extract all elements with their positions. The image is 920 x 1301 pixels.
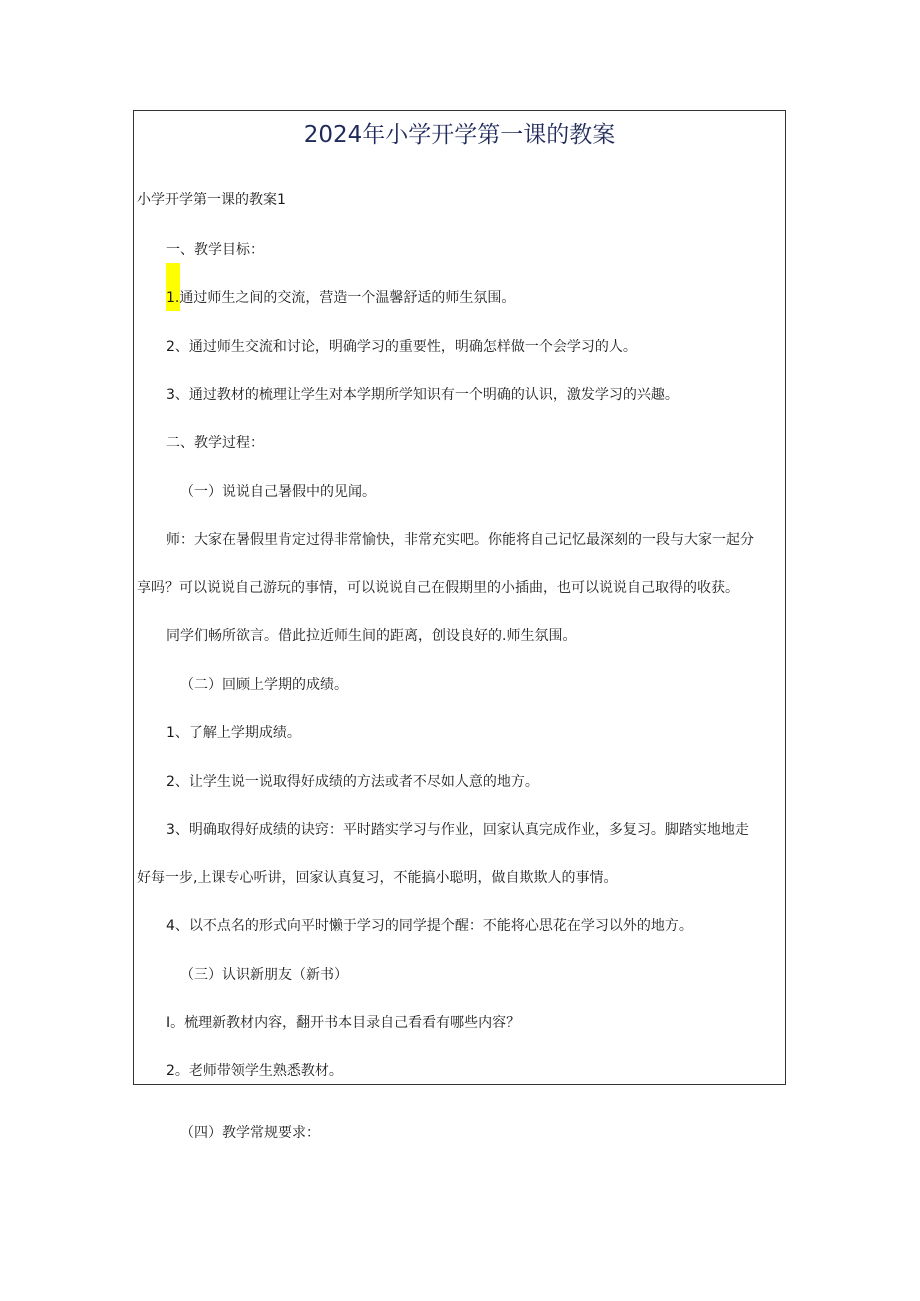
paragraph-line: 1.通过师生之间的交流，营造一个温馨舒适的师生氛围。 [166, 290, 516, 306]
paragraph-line: （一）说说自己暑假中的见闻。 [180, 484, 376, 500]
paragraph-line: （二）回顾上学期的成绩。 [180, 677, 348, 693]
paragraph-line: 同学们畅所欲言。借此拉近师生间的距离，创设良好的.师生氛围。 [166, 628, 577, 644]
paragraph-line: 4、以不点名的形式向平时懒于学习的同学提个醒：不能将心思花在学习以外的地方。 [166, 918, 693, 934]
paragraph-line: 3、明确取得好成绩的诀窍：平时踏实学习与作业，回家认真完成作业，多复习。脚踏实地地走 [166, 822, 749, 838]
paragraph-line: 2、让学生说一说取得好成绩的方法或者不尽如人意的地方。 [166, 774, 539, 790]
paragraph-line: （四）教学常规要求： [180, 1125, 320, 1141]
document-title: 2024年小学开学第一课的教案 [303, 122, 616, 148]
paragraph-line: 一、教学目标： [166, 242, 264, 258]
paragraph-line: 2、通过师生交流和讨论，明确学习的重要性，明确怎样做一个会学习的人。 [166, 339, 637, 355]
paragraph-line: 1、了解上学期成绩。 [166, 725, 301, 741]
section-heading: 小学开学第一课的教案1 [137, 192, 286, 208]
paragraph-line: 3、通过教材的梳理让学生对本学期所学知识有一个明确的认识，激发学习的兴趣。 [166, 387, 679, 403]
paragraph-line: 享吗？可以说说自己游玩的事情，可以说说自己在假期里的小插曲，也可以说说自己取得的收获。 [137, 580, 739, 596]
paragraph-line: I。梳理新教材内容，翻开书本目录自己看看有哪些内容？ [166, 1015, 521, 1031]
paragraph-line: 师：大家在暑假里肯定过得非常愉快，非常充实吧。你能将自己记忆最深刻的一段与大家一起分 [166, 532, 754, 548]
paragraph-line: （三）认识新朋友（新书） [180, 967, 348, 983]
paragraph-line: 好每一步,上课专心听讲，回家认真复习，不能搞小聪明，做自欺欺人的事情。 [137, 870, 618, 886]
paragraph-line: 二、教学过程： [166, 435, 264, 451]
paragraph-line: 2。老师带领学生熟悉教材。 [166, 1063, 343, 1079]
